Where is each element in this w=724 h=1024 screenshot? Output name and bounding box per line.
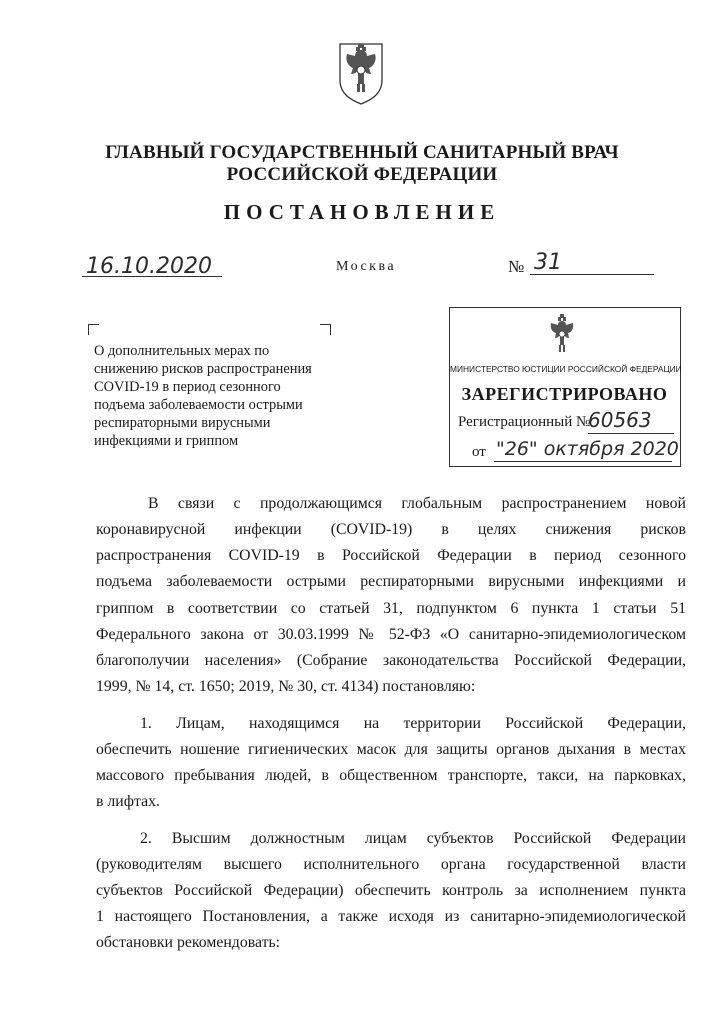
document-type-title: ПОСТАНОВЛЕНИЕ	[223, 200, 501, 224]
subject-line: респираторными вирусными	[94, 415, 271, 431]
body-line: обстановки рекомендовать:	[96, 934, 281, 951]
handwritten-date: 16.10.2020	[86, 254, 212, 279]
body-line: подъема заболеваемости острыми респираторными вирусными инфекциями и	[96, 573, 686, 590]
stamp-reg-label: Регистрационный №	[458, 414, 591, 430]
body-line: Федерального закона от 30.03.1999 № 52-ФЗ «О санитарно-эпидемиологическом	[96, 626, 686, 643]
stamp-ministry: МИНИСТЕРСТВО ЮСТИЦИИ РОССИЙСКОЙ ФЕДЕРАЦИИ	[450, 364, 682, 374]
subject-line: инфекциями и гриппом	[94, 433, 239, 449]
body-line: 1999, № 14, ст. 1650; 2019, № 30, ст. 4134) постановляю:	[96, 678, 476, 695]
authority-title-line2: РОССИЙСКОЙ ФЕДЕРАЦИИ	[226, 164, 498, 185]
body-line: массового пребывания людей, в общественном транспорте, такси, на парковках,	[96, 767, 686, 784]
coat-of-arms-icon	[337, 40, 385, 106]
body-line: коронавирусной инфекции (COVID-19) в целях снижения рисков	[96, 521, 686, 538]
body-line: В связи с продолжающимся глобальным распространением новой	[148, 495, 686, 512]
stamp-date-underline	[494, 461, 672, 462]
stamp-date-label: от	[472, 444, 486, 460]
authority-title-line1: ГЛАВНЫЙ ГОСУДАРСТВЕННЫЙ САНИТАРНЫЙ ВРАЧ	[105, 142, 619, 163]
subject-corner-left	[88, 324, 99, 335]
stamp-status: ЗАРЕГИСТРИРОВАНО	[461, 384, 668, 404]
stamp-coat-of-arms-icon	[545, 313, 579, 359]
subject-corner-right	[320, 324, 331, 335]
number-underline	[530, 274, 654, 275]
stamp-reg-number: 60563	[588, 408, 652, 432]
stamp-reg-underline	[588, 433, 674, 434]
subject-line: COVID-19 в период сезонного	[94, 379, 281, 395]
body-line: обеспечить ношение гигиенических масок для защиты органов дыхания в местах	[96, 741, 686, 758]
number-label: №	[508, 257, 525, 276]
body-line: субъектов Российской Федерации) обеспечить контроль за исполнением пункта	[96, 882, 686, 899]
body-line: гриппом в соответствии со статьей 31, подпунктом 6 пункта 1 статьи 51	[96, 600, 686, 617]
subject-line: подъема заболеваемости острыми	[94, 397, 303, 413]
body-line: распространения COVID-19 в Российской Федерации в период сезонного	[96, 547, 686, 564]
stamp-date: "26" октября 2020	[496, 438, 679, 460]
body-line: (руководителям высшего исполнительного органа государственной власти	[96, 856, 686, 873]
registration-stamp	[449, 307, 681, 467]
date-underline	[82, 276, 222, 277]
subject-line: снижению рисков распространения	[94, 361, 312, 377]
body-line: благополучии населения» (Собрание законодательства Российской Федерации,	[96, 652, 686, 669]
city-label: Москва	[336, 259, 397, 274]
subject-line: О дополнительных мерах по	[94, 343, 270, 359]
body-line: 1. Лицам, находящимся на территории Российской Федерации,	[140, 715, 686, 732]
body-line: в лифтах.	[96, 793, 160, 810]
body-line: 1 настоящего Постановления, а также исходя из санитарно-эпидемиологической	[96, 908, 686, 925]
handwritten-number: 31	[534, 250, 562, 275]
body-line: 2. Высшим должностным лицам субъектов Российской Федерации	[140, 830, 686, 847]
document-subject	[94, 342, 354, 450]
